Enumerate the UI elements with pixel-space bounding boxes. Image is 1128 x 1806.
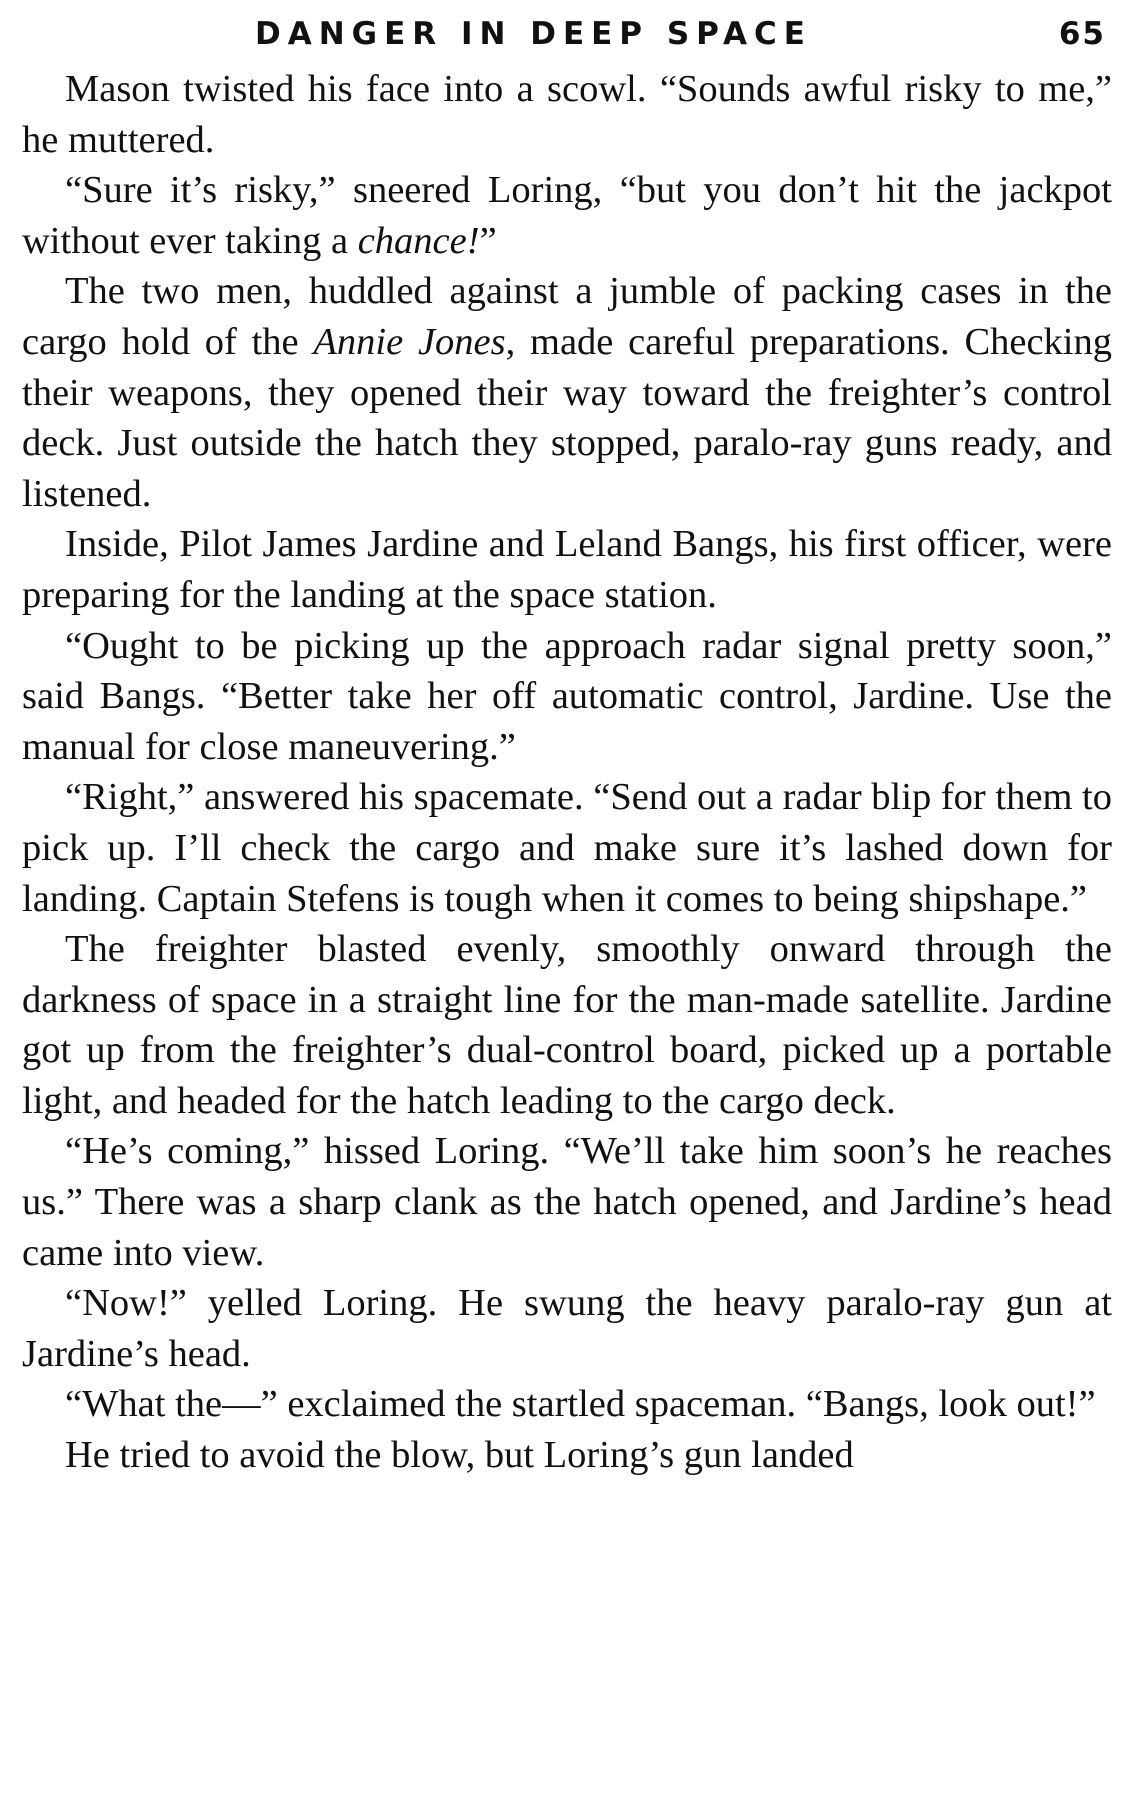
text-run: Mason twisted his face into a scowl. “Sounds awful risky to me,” he muttered.: [22, 68, 1112, 161]
text-run: “What the—” exclaimed the startled spaceman. “Bangs, look out!”: [65, 1383, 1096, 1426]
paragraph: [22, 621, 1112, 773]
paragraph: [22, 64, 1112, 165]
paragraph: [22, 519, 1112, 620]
text-run: Inside, Pilot James Jardine and Leland Bangs, his first officer, were preparing for the landing at the space station.: [22, 523, 1112, 616]
text-run: “Now!” yelled Loring. He swung the heavy paralo-ray gun at Jardine’s head.: [22, 1282, 1112, 1375]
paragraph: [22, 924, 1112, 1126]
text-run: , made careful preparations. Checking their weapons, they opened their way toward the freighter’s control deck. Just outside the hatch they stopped, paralo-ray guns ready, and listened.: [22, 320, 1112, 515]
paragraph: [22, 266, 1112, 519]
paragraph: [22, 1430, 1112, 1481]
paragraph: [22, 1126, 1112, 1278]
book-page: [22, 12, 1112, 1792]
body-text: [22, 64, 1112, 1481]
text-run: “He’s coming,” hissed Loring. “We’ll take him soon’s he reaches us.” There was a sharp clank as the hatch opened, and Jardine’s head came into view.: [22, 1130, 1112, 1274]
text-run: The freighter blasted evenly, smoothly onward through the darkness of space in a straight line for the man-made satellite. Jardine got up from the freighter’s dual-control board, picked up a portable light, and headed for the hatch leading to the cargo deck.: [22, 928, 1112, 1122]
running-head: [22, 12, 1112, 62]
text-run: ”: [479, 219, 497, 262]
paragraph: [22, 1379, 1112, 1430]
text-run: “Right,” answered his spacemate. “Send out a radar blip for them to pick up. I’ll check the cargo and make sure it’s lashed down for landing. Captain Stefens is tough when it comes to being shipshape.”: [22, 776, 1112, 920]
text-run: “Ought to be picking up the approach radar signal pretty soon,” said Bangs. “Better take her off automatic control, Jardine. Use the manual for close maneuvering.”: [22, 624, 1112, 768]
text-run: He tried to avoid the blow, but Loring’s gun landed: [65, 1434, 854, 1477]
running-title: DANGER IN DEEP SPACE: [255, 16, 812, 52]
italic-text: Annie Jones: [313, 320, 506, 363]
text-run: The two men, huddled against a jumble of packing cases in the cargo hold of the: [22, 270, 1112, 363]
paragraph: [22, 772, 1112, 924]
text-run: “Sure it’s risky,” sneered Loring, “but you don’t hit the jackpot without ever taking a: [22, 169, 1112, 262]
paragraph: [22, 1278, 1112, 1379]
paragraph: [22, 165, 1112, 266]
italic-text: chance!: [357, 219, 480, 262]
page-number: 65: [1058, 16, 1106, 52]
